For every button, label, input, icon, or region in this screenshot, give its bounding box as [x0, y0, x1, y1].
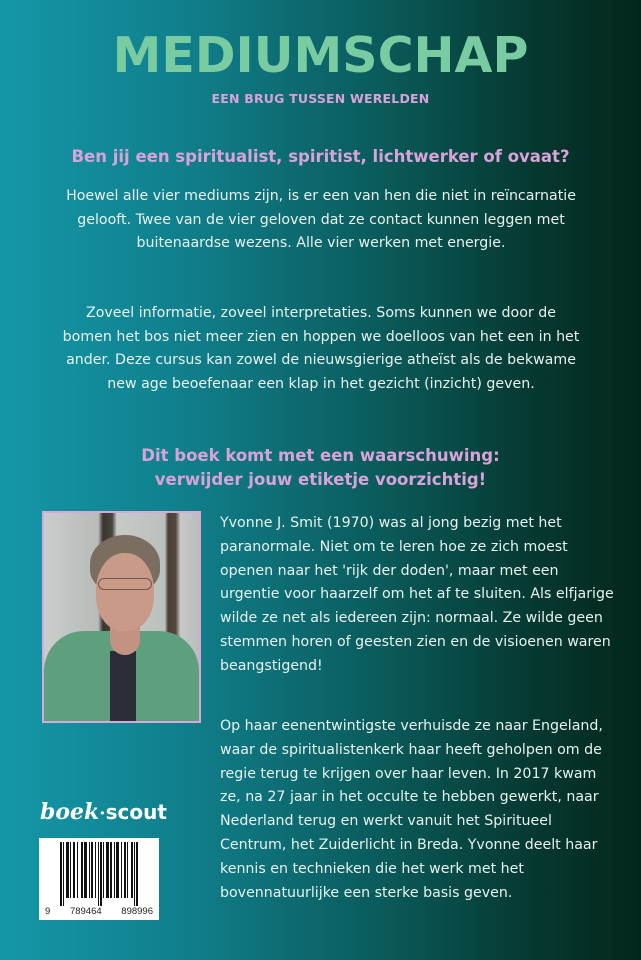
publisher-logo-separator: · [99, 803, 106, 824]
intro-paragraph-1: Hoewel alle vier mediums zijn, is er een van hen die niet in reïncarnatie gelooft. Twee van de vier geloven dat ze contact kunnen leggen met buitenaardse wezens. Alle vier werken met energie. [66, 188, 576, 251]
barcode-digit-first: 9 [45, 906, 51, 917]
publisher-logo-part1: boek [40, 799, 100, 825]
headline-question: Ben jij een spiritualist, spiritist, lichtwerker of ovaat? [71, 147, 570, 166]
barcode-digits [45, 906, 153, 917]
author-photo [42, 511, 201, 723]
warning-text [0, 444, 641, 492]
book-title: MEDIUMSCHAP [112, 27, 529, 84]
barcode-bar [136, 842, 138, 906]
publisher-logo-part2: scout [105, 800, 167, 824]
author-bio-paragraph-2: Op haar eenentwintigste verhuisde ze naar Engeland, waar de spiritualistenkerk haar heeft geholpen om de regie terug te krijgen over haar leven. In 2017 kwam ze, na 27 jaar in het occulte te hebben gewerkt, naar Nederland terug en werkt vanuit het Spiritueel Centrum, het Zuiderlicht in Breda. Yvonne deelt haar kennis en technieken die het werk met het bovennatuurlijke een sterke basis geven. [220, 718, 603, 901]
book-subtitle: EEN BRUG TUSSEN WERELDEN [211, 91, 430, 106]
photo-glasses [98, 578, 152, 590]
publisher-logo [40, 799, 167, 825]
barcode-group-2: 898996 [121, 906, 153, 917]
barcode-group-1: 789464 [69, 906, 102, 917]
barcode-bars [44, 842, 154, 904]
photo-shirt [110, 651, 136, 723]
photo-face [96, 553, 154, 631]
author-bio-paragraph-1: Yvonne J. Smit (1970) was al jong bezig met het paranormale. Niet om te leren hoe ze zich moest openen naar het 'rijk der doden', maar met een urgentie voor haarzelf om het af te sluiten. Als elfjarige wilde ze net als iedereen zijn: normaal. Ze wilde geen stemmen horen of geesten zien en de visioenen waren beangstigend! [220, 515, 614, 674]
intro-paragraph-2: Zoveel informatie, zoveel interpretaties. Soms kunnen we door de bomen het bos niet meer zien en hoppen we doelloos van het een in het ander. Deze cursus kan zowel de nieuwsgierige atheïst als de bekwame new age beoefenaar een klap in het gezicht (inzicht) geven. [62, 305, 580, 392]
isbn-barcode [39, 838, 159, 920]
warning-line-2: verwijder jouw etiketje voorzichtig! [154, 470, 487, 489]
warning-line-1: Dit boek komt met een waarschuwing: [141, 446, 500, 465]
